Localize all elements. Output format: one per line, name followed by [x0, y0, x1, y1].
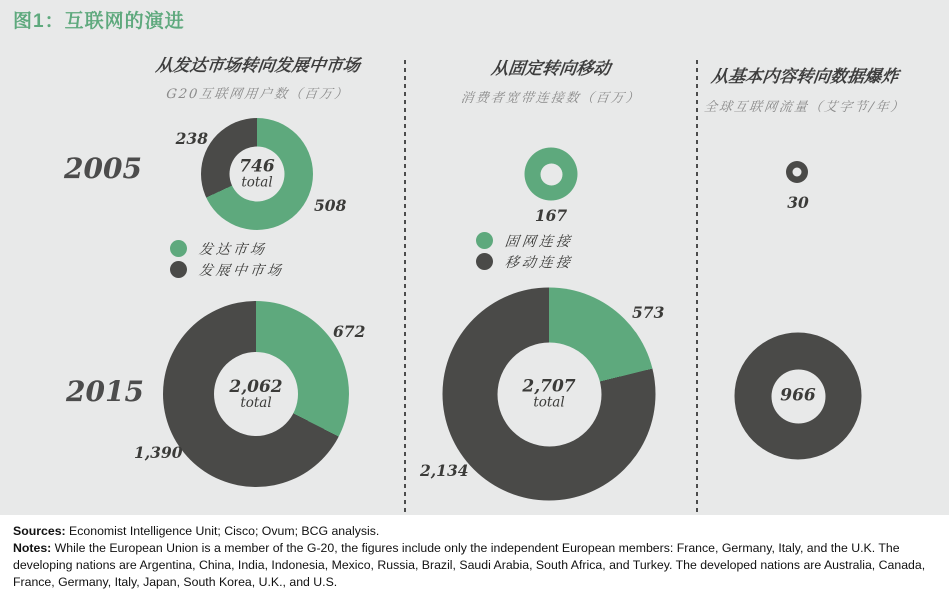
- legend-label: 发展中市场: [197, 262, 285, 279]
- sources-label: Sources:: [13, 524, 66, 538]
- donut-broadband-2015: [443, 288, 656, 501]
- donut-traffic-2005: [786, 161, 808, 183]
- legend-swatch-dark: [476, 253, 493, 270]
- legend-item-mobile: [476, 251, 573, 272]
- donut-hole: [230, 147, 285, 202]
- legend-label: 固网连接: [503, 233, 574, 250]
- year-label-2005: 2005: [64, 152, 142, 185]
- sources-text: Economist Intelligence Unit; Cisco; Ovum; BCG analysis.: [65, 524, 380, 538]
- footnotes: [0, 515, 949, 589]
- column3-subtitle: 全球互联网流量（艾字节/年）: [703, 100, 907, 115]
- sources-line: [13, 523, 937, 540]
- legend-connections: [476, 230, 573, 272]
- column2-header: 从固定转向移动: [490, 59, 612, 78]
- legend-item-developing: [170, 259, 284, 280]
- legend-label: 移动连接: [503, 254, 574, 271]
- legend-item-fixed: [476, 230, 573, 251]
- slice-label-2005-developing: 238: [175, 129, 208, 148]
- donut-center-label: 2,062 total: [229, 376, 283, 411]
- legend-swatch-dark: [170, 261, 187, 278]
- slice-label-2015-developed: 672: [333, 322, 366, 341]
- slice-label-2015-developing: 1,390: [134, 443, 183, 462]
- donut-center-label: 966: [780, 385, 816, 406]
- slice-label-2005-fixed: 167: [534, 206, 568, 225]
- donut-hole: [214, 352, 298, 436]
- column3-header: 从基本内容转向数据爆炸: [710, 67, 900, 86]
- legend-swatch-green: [170, 240, 187, 257]
- column2-subtitle: 消费者宽带连接数（百万）: [459, 91, 642, 106]
- donut-center-label: 746 total: [239, 156, 275, 191]
- donut-hole: [497, 342, 601, 446]
- column-divider-2: [696, 60, 698, 515]
- notes-label: Notes:: [13, 541, 52, 555]
- notes-line: [13, 540, 937, 589]
- notes-text: While the European Union is a member of the G-20, the figures include only the independent European members: France, Germany, Italy, and the U.K. The developing nations are Argentina, China, India, Indonesia, Mexico, Russia, Brazil, Saudi Arabia, South Africa, and Turkey. The developed nations are Australia, Canada, France, Germany, Italy, Japan, South Korea, U.K., and U.S.: [13, 541, 926, 589]
- donut-hole: [771, 369, 825, 423]
- column1-subtitle: G20互联网用户数（百万）: [165, 87, 351, 102]
- donut-broadband-2005: [525, 148, 578, 201]
- year-label-2015: 2015: [66, 375, 144, 408]
- legend-item-developed: [170, 238, 284, 259]
- legend-swatch-green: [476, 232, 493, 249]
- legend-label: 发达市场: [197, 241, 268, 258]
- donut-g20-users-2005: [201, 118, 313, 230]
- slice-label-2015-mobile: 2,134: [420, 461, 469, 480]
- figure-title: 图1：互联网的演进: [13, 11, 185, 32]
- donut-hole: [793, 168, 802, 177]
- donut-traffic-2015: [735, 333, 862, 460]
- donut-g20-users-2015: [163, 301, 349, 487]
- column-divider-1: [404, 60, 406, 515]
- legend-markets: [170, 238, 284, 280]
- donut-hole: [540, 163, 562, 185]
- slice-label-2015-fixed: 573: [632, 303, 665, 322]
- donut-center-label: 2,707 total: [522, 376, 576, 411]
- slice-label-2005-traffic: 30: [787, 193, 809, 212]
- slice-label-2005-developed: 508: [314, 196, 347, 215]
- column1-header: 从发达市场转向发展中市场: [154, 56, 361, 75]
